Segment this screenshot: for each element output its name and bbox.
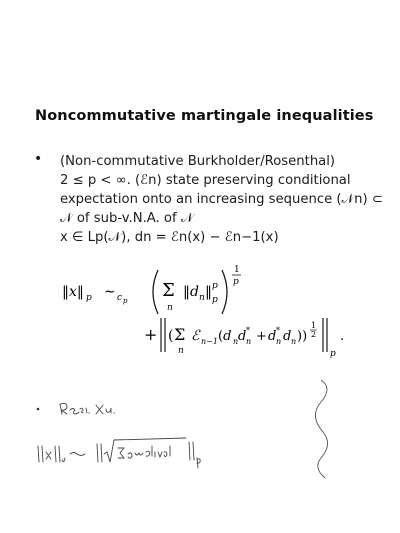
svg-text:n−1: n−1 (201, 337, 218, 346)
handwritten-rhs (97, 438, 200, 468)
left-paren (153, 270, 158, 314)
svg-text:c: c (117, 293, 123, 303)
formula-sim: ∼ (104, 284, 116, 300)
handwritten-bullet (37, 408, 40, 411)
text-line-3: expectation onto an increasing sequence (𝒩n) ⊂ (60, 192, 383, 207)
svg-text:n: n (276, 337, 282, 346)
svg-text:‖: ‖ (205, 284, 212, 300)
svg-text:1: 1 (311, 321, 317, 330)
svg-text:(d: (d (218, 329, 232, 344)
svg-text:n: n (178, 346, 184, 356)
handwritten-notes (0, 380, 400, 500)
svg-text:‖d: ‖d (183, 284, 199, 300)
svg-text:n: n (291, 337, 297, 346)
handwritten-name (60, 403, 115, 414)
bullet-marker: • (34, 151, 43, 167)
svg-text:*: * (246, 326, 250, 335)
svg-text:d: d (238, 329, 247, 344)
handwriting-svg (0, 380, 400, 500)
svg-text:2: 2 (311, 330, 317, 339)
sum-symbol-1: Σ (162, 280, 175, 301)
formula-lhs: ‖x‖ (62, 284, 84, 300)
svg-text:+: + (144, 325, 158, 344)
svg-text:p: p (233, 277, 239, 287)
text-line-2: 2 ≤ p < ∞. (ℰn) state preserving conditional (60, 173, 351, 188)
svg-text:)): )) (297, 329, 308, 344)
svg-text:.: . (340, 329, 345, 344)
display-formula (62, 256, 382, 366)
svg-text:p: p (123, 297, 128, 305)
svg-text:p: p (212, 295, 218, 305)
sum-symbol-2: Σ (174, 325, 186, 344)
svg-text:d: d (283, 329, 292, 344)
svg-text:n: n (167, 303, 173, 313)
text-line-5: x ∈ Lp(𝒩), dn = ℰn(x) − ℰn−1(x) (60, 230, 279, 245)
right-paren (222, 270, 227, 314)
svg-text:d: d (268, 329, 277, 344)
text-line-4: 𝒩 of sub-v.N.A. of 𝒩 (60, 211, 194, 226)
svg-text:p: p (212, 281, 218, 291)
slide-title: Noncommutative martingale inequalities (35, 108, 374, 124)
svg-text:p: p (86, 293, 92, 303)
handwritten-lhs (38, 446, 85, 462)
svg-text:ℰ: ℰ (191, 328, 200, 344)
svg-text:(: ( (168, 328, 174, 344)
svg-text:n: n (246, 337, 252, 346)
svg-text:1: 1 (234, 265, 240, 275)
svg-text:n: n (199, 293, 205, 303)
text-line-1: (Non-commutative Burkholder/Rosenthal) (60, 154, 336, 169)
svg-text:+: + (256, 329, 267, 344)
svg-text:p: p (330, 349, 336, 359)
svg-text:*: * (276, 326, 280, 335)
handwritten-squiggle (315, 380, 327, 478)
svg-text:n: n (233, 337, 239, 346)
formula-svg (62, 256, 382, 366)
